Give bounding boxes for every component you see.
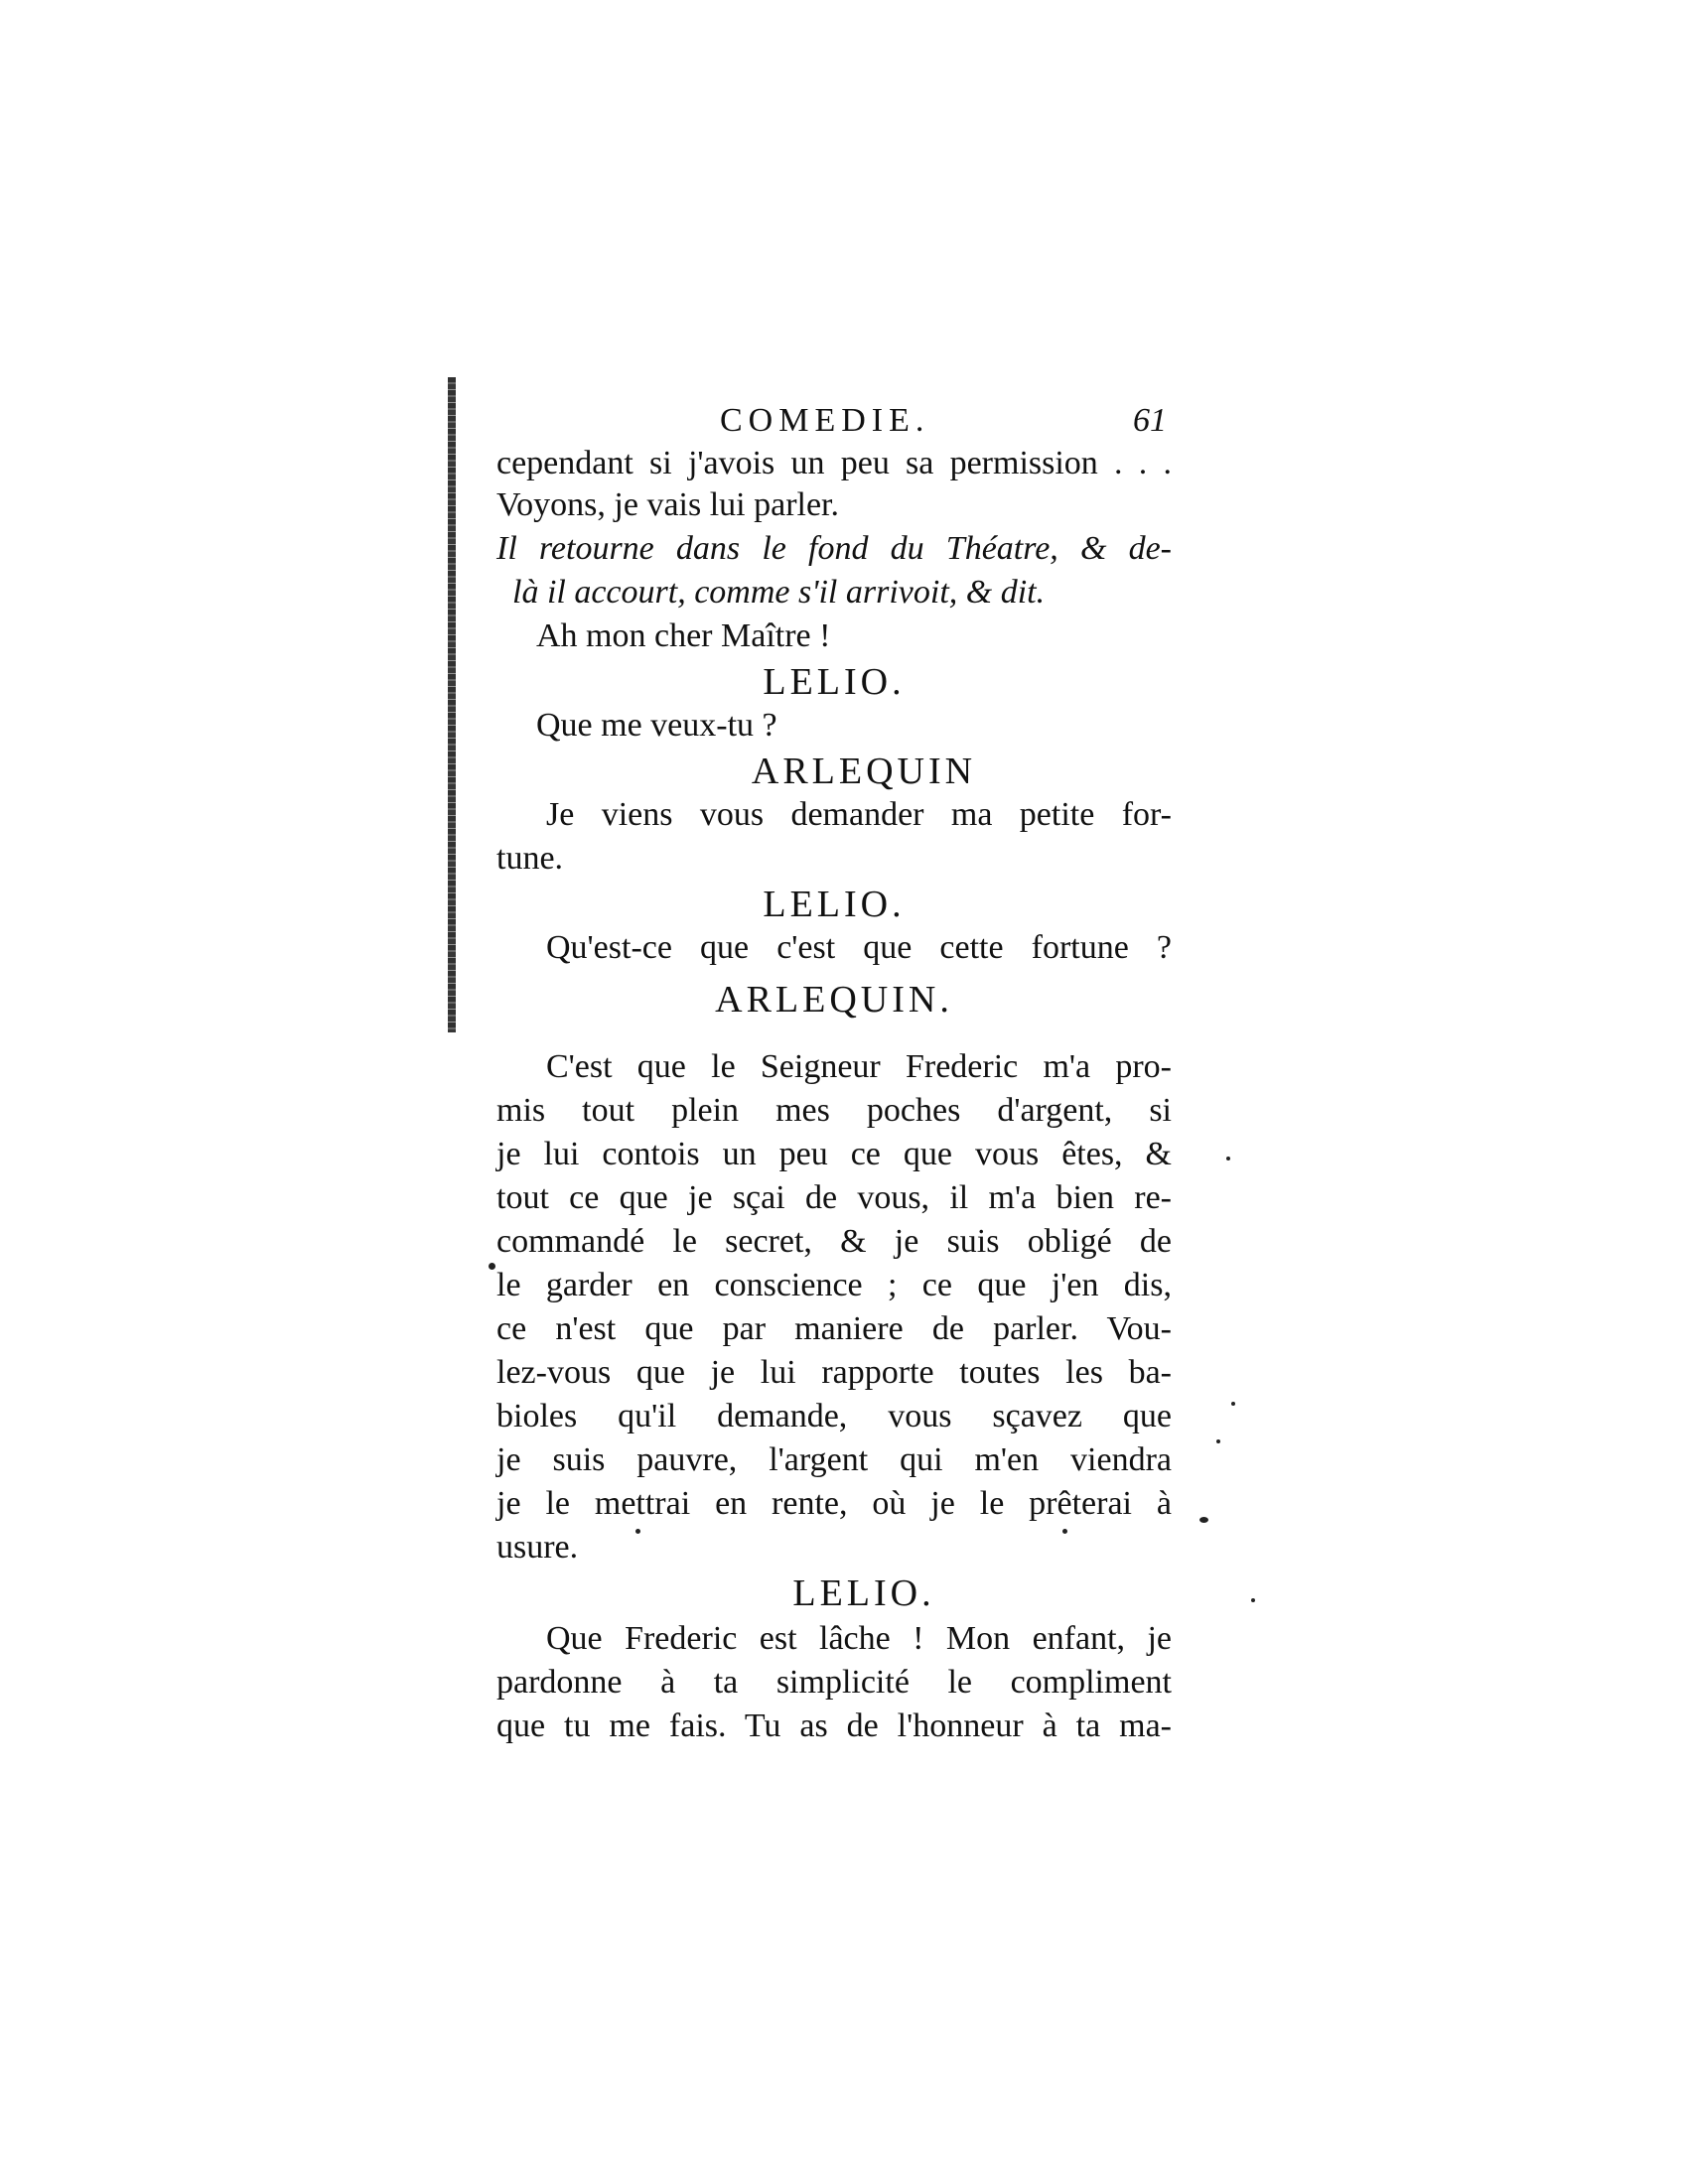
text-line: lez-vous que je lui rapporte toutes les ba- [496,1354,1172,1391]
running-title: COMEDIE. [720,402,930,439]
text-line: tune. [496,840,564,877]
text-line: mis tout plein mes poches d'argent, si [496,1092,1172,1129]
ink-speck [1226,1157,1230,1160]
text-line: cependant si j'avois un peu sa permission . . . [496,445,1172,481]
stage-direction: là il accourt, comme s'il arrivoit, & dit. [512,574,1046,611]
text-line: C'est que le Seigneur Frederic m'a pro- [546,1048,1172,1085]
ink-speck [1231,1402,1235,1406]
text-line: commandé le secret, & je suis obligé de [496,1223,1172,1260]
ink-speck [635,1529,640,1534]
running-header [496,402,1172,442]
ink-speck [1216,1439,1220,1443]
text-line: usure. [496,1529,579,1566]
text-line: je lui contois un peu ce que vous êtes, & [496,1136,1172,1172]
ink-speck [1199,1517,1208,1523]
ink-speck [1062,1529,1067,1534]
text-line: le garder en conscience ; ce que j'en dis, [496,1267,1172,1303]
text-line: Voyons, je vais lui parler. [496,486,839,523]
text-line: Que Frederic est lâche ! Mon enfant, je [546,1620,1172,1657]
text-line: pardonne à ta simplicité le compliment [496,1664,1172,1701]
text-line: je le mettrai en rente, où je le prêterai à [496,1485,1172,1522]
text-line: que tu me fais. Tu as de l'honneur à ta ma- [496,1707,1172,1744]
text-line: je suis pauvre, l'argent qui m'en viendra [496,1441,1172,1478]
text-line: bioles qu'il demande, vous sçavez que [496,1398,1172,1434]
ink-speck [1251,1598,1255,1602]
ink-speck [489,1263,495,1270]
speaker-name: LELIO. [763,661,906,703]
binding-gutter [448,377,456,1032]
text-line: tout ce que je sçai de vous, il m'a bien re- [496,1179,1172,1216]
text-line: Que me veux-tu ? [536,707,777,744]
speaker-name: LELIO. [792,1572,935,1614]
page-number: 61 [1133,402,1167,439]
stage-direction: Il retourne dans le fond du Théatre, & de- [496,530,1172,567]
text-line: ce n'est que par maniere de parler. Vou- [496,1310,1172,1347]
text-line: Je viens vous demander ma petite for- [546,796,1172,833]
speaker-name: LELIO. [763,884,906,925]
text-line: Qu'est-ce que c'est que cette fortune ? [546,929,1172,966]
speaker-name: ARLEQUIN [751,751,977,792]
text-line: Ah mon cher Maître ! [536,617,831,654]
speaker-name: ARLEQUIN. [715,979,953,1021]
